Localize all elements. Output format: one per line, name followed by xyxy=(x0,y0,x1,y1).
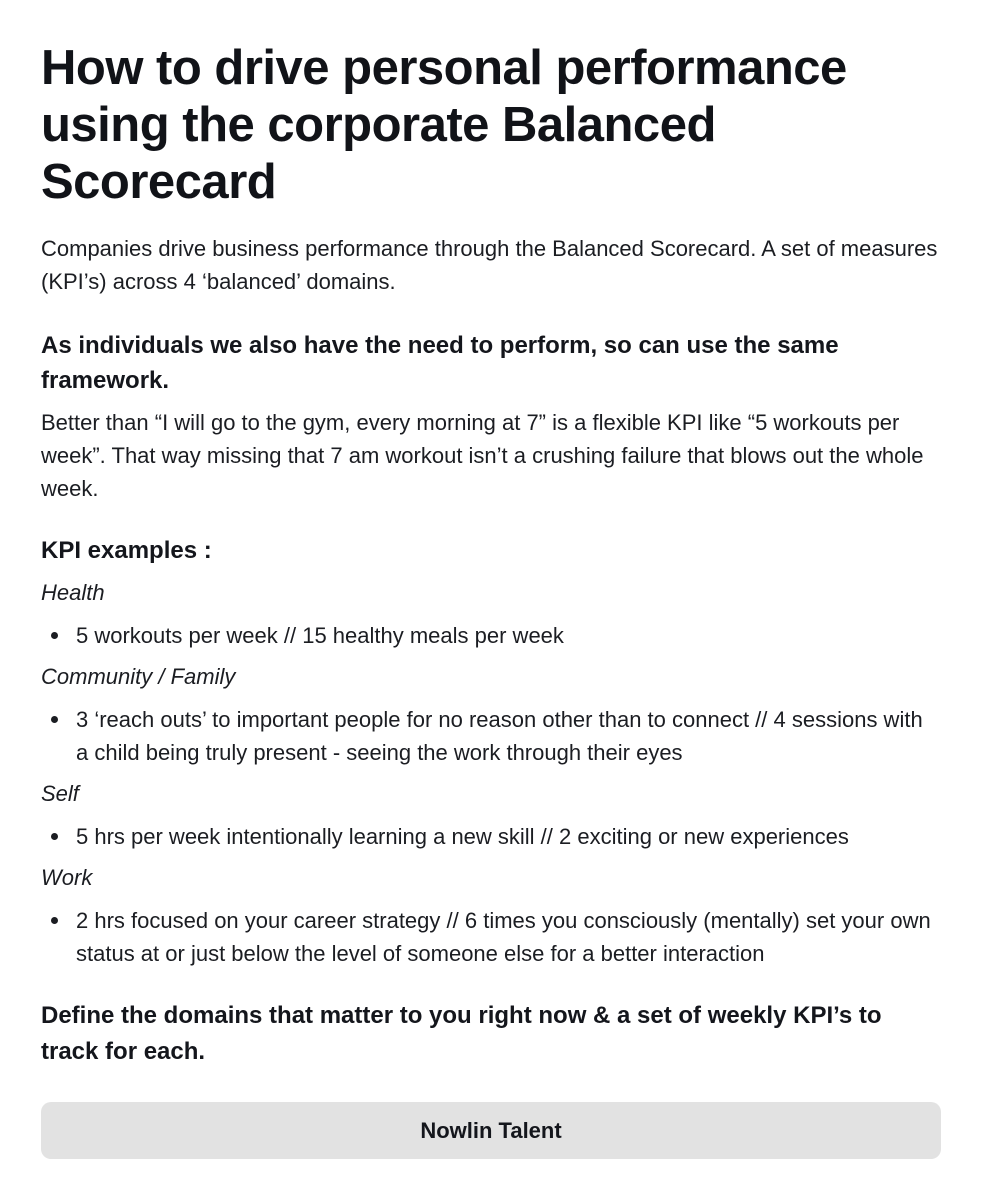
closing-statement: Define the domains that matter to you right now & a set of weekly KPI’s to track for each. xyxy=(41,1002,882,1065)
bullet-icon xyxy=(51,632,58,639)
bullet-text-work: 2 hrs focused on your career strategy // 6 times you consciously (mentally) set your own status at or just below the level of someone else for a better interaction xyxy=(76,908,931,966)
intro-paragraph: Companies drive business performance through the Balanced Scorecard. A set of measures (KPI’s) across 4 ‘balanced’ domains. xyxy=(41,236,938,294)
list-item xyxy=(41,703,941,769)
list-item xyxy=(41,820,941,853)
domain-label-community-family: Community / Family xyxy=(41,664,236,689)
domain-work xyxy=(41,861,941,970)
bullet-list-health xyxy=(41,619,941,652)
domain-community-family xyxy=(41,660,941,769)
bullet-icon xyxy=(51,833,58,840)
domain-self xyxy=(41,777,941,853)
bullet-list-self xyxy=(41,820,941,853)
flexible-kpi-paragraph: Better than “I will go to the gym, every morning at 7” is a flexible KPI like “5 workouts per week”. That way missing that 7 am workout isn’t a crushing failure that blows out the whole week. xyxy=(41,410,924,501)
nowlin-talent-button[interactable]: Nowlin Talent xyxy=(41,1102,941,1159)
domain-label-work: Work xyxy=(41,865,93,890)
bullet-list-community-family xyxy=(41,703,941,769)
kpi-examples-heading: KPI examples : xyxy=(41,537,212,564)
bullet-text-community-family: 3 ‘reach outs’ to important people for no reason other than to connect // 4 sessions with a child being truly present - seeing the work through their eyes xyxy=(76,707,923,765)
list-item xyxy=(41,619,941,652)
domain-label-self: Self xyxy=(41,781,79,806)
bullet-icon xyxy=(51,917,58,924)
domain-label-health: Health xyxy=(41,580,105,605)
bullet-icon xyxy=(51,716,58,723)
page-title: How to drive personal performance using the corporate Balanced Scorecard xyxy=(41,41,847,209)
bullet-list-work xyxy=(41,904,941,970)
bullet-text-health: 5 workouts per week // 15 healthy meals per week xyxy=(76,623,564,648)
framework-subheading: As individuals we also have the need to perform, so can use the same framework. xyxy=(41,332,839,394)
bullet-text-self: 5 hrs per week intentionally learning a new skill // 2 exciting or new experiences xyxy=(76,824,849,849)
list-item xyxy=(41,904,941,970)
domain-health xyxy=(41,576,941,652)
